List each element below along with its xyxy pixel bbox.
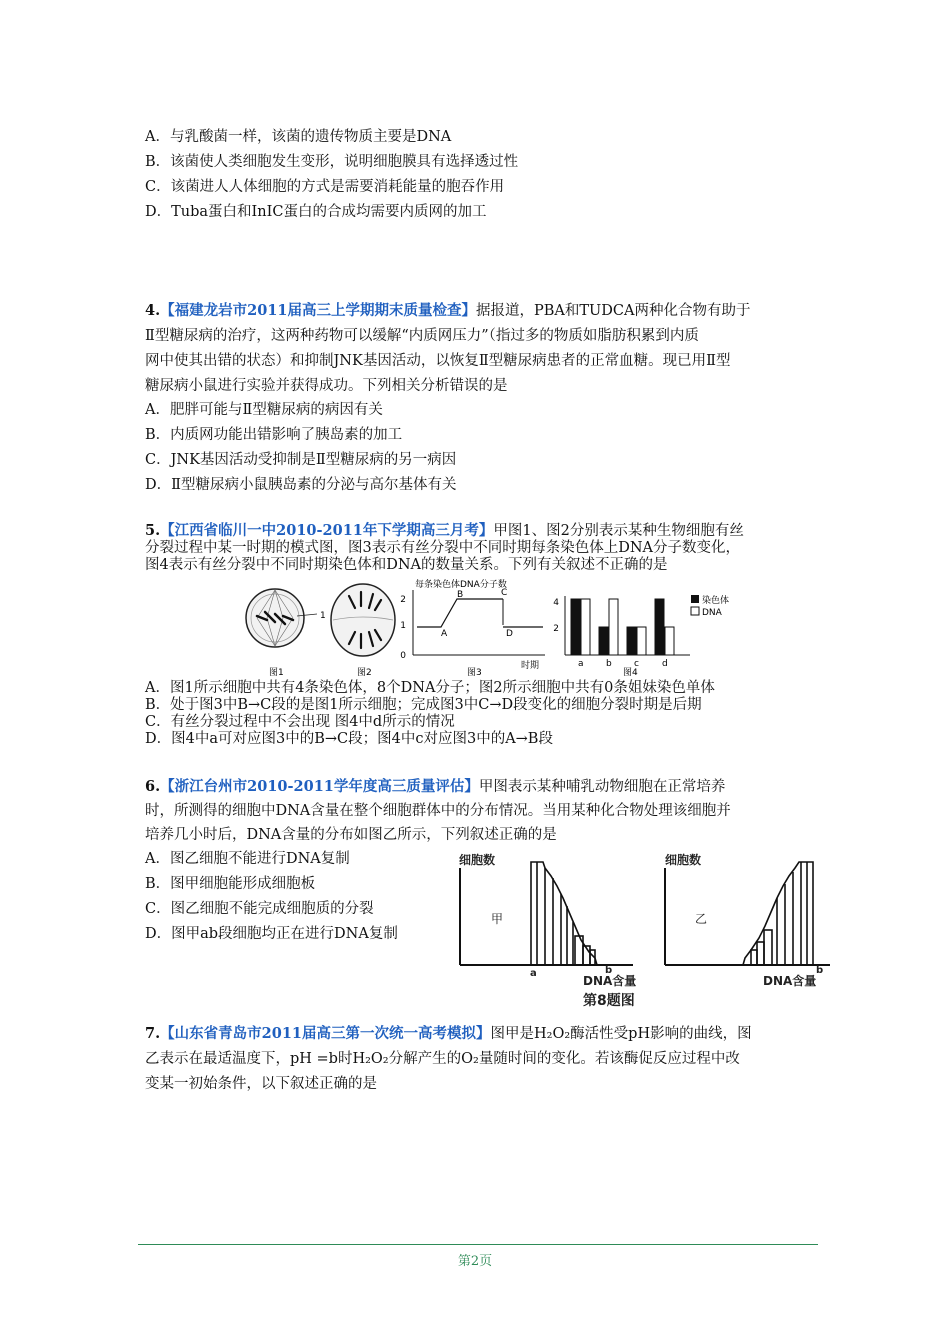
q5-option-c: C．有丝分裂过程中不会出现 图4中d所示的情况 xyxy=(145,714,455,730)
q6-right-histogram xyxy=(743,862,813,965)
fig4-tick-2: 2 xyxy=(553,624,559,634)
q6-right-name: 乙 xyxy=(695,912,708,926)
q6-option-b: B．图甲细胞能形成细胞板 xyxy=(145,876,316,892)
fig3-tick-1: 1 xyxy=(400,621,406,631)
fig2-cell xyxy=(331,584,395,656)
fig4-category-label: d xyxy=(662,659,668,669)
fig4-caption: 图4 xyxy=(623,668,638,678)
q6-stem-first xyxy=(145,777,725,797)
q7-stem-text: 图甲是H₂O₂酶活性受pH影响的曲线，图 xyxy=(490,1026,752,1042)
fig4-legend-dna: DNA xyxy=(702,608,722,618)
q5-figures xyxy=(245,578,730,678)
fig4-category-label: b xyxy=(606,659,612,669)
fig3-y-label: 每条染色体DNA分子数 xyxy=(415,580,507,590)
q4-stem-line: 网中使其出错的状态）和抑制JNK基因活动，以恢复Ⅱ型糖尿病患者的正常血糖。现已用Ⅱ型 xyxy=(145,353,731,369)
fig4-bar-d-dna xyxy=(665,627,674,655)
q3-option-a: A．与乳酸菌一样，该菌的遗传物质主要是DNA xyxy=(145,129,452,145)
q6-left-ylabel: 细胞数 xyxy=(459,853,496,867)
q5-option-d: D．图4中a可对应图3中的B→C段；图4中c对应图3中的A→B段 xyxy=(145,731,553,747)
q6-left-a-label: a xyxy=(530,968,537,979)
q6-option-c: C．图乙细胞不能完成细胞质的分裂 xyxy=(145,901,374,917)
q6-figure xyxy=(455,850,850,1015)
fig3-chart xyxy=(400,578,545,678)
fig3-tick-0: 0 xyxy=(400,651,406,661)
q3-option-b: B．该菌使人类细胞发生变形，说明细胞膜具有选择透过性 xyxy=(145,154,519,170)
q5-option-a: A．图1所示细胞中共有4条染色体，8个DNA分子；图2所示细胞中共有0条姐妹染色单体 xyxy=(145,680,715,696)
fig3-caption: 图3 xyxy=(467,668,482,678)
fig3-point-b: B xyxy=(457,590,464,600)
fig3-point-a: A xyxy=(441,629,448,639)
q4-stem-text: 据报道，PBA和TUDCA两种化合物有助于 xyxy=(476,303,751,319)
q6-stem-text: 甲图表示某种哺乳动物细胞在正常培养 xyxy=(478,779,726,795)
fig4-bar-a-dna xyxy=(581,599,590,655)
q5-stem-line: 分裂过程中某一时期的模式图，图3表示有丝分裂中不同时期每条染色体上DNA分子数变化， xyxy=(145,540,741,556)
fig3-tick-2: 2 xyxy=(400,595,406,605)
footer-divider xyxy=(138,1244,818,1245)
fig2-caption: 图2 xyxy=(357,668,372,678)
fig3-x-label: 时期 xyxy=(521,661,540,671)
q6-stem-line: 培养几小时后，DNA含量的分布如图乙所示，下列叙述正确的是 xyxy=(145,827,557,843)
q5-stem-text: 甲图1、图2分别表示某种生物细胞有丝 xyxy=(493,523,744,539)
q7-stem-first xyxy=(145,1024,752,1044)
fig4-legend-swatch-chromosome xyxy=(691,595,699,603)
q7-source-tag: 【山东省青岛市2011届高三第一次统一高考模拟】 xyxy=(160,1025,491,1042)
q6-figure-caption: 第8题图 xyxy=(583,993,635,1009)
fig3-series-line xyxy=(417,599,503,627)
q6-option-a: A．图乙细胞不能进行DNA复制 xyxy=(145,851,350,867)
q4-stem-line: Ⅱ型糖尿病的治疗，这两种药物可以缓解“内质网压力”（指过多的物质如脂肪积累到内质 xyxy=(145,328,699,344)
q4-stem-first xyxy=(145,301,750,321)
q6-option-d: D．图甲ab段细胞均正在进行DNA复制 xyxy=(145,926,398,942)
fig1-cell xyxy=(246,589,317,647)
fig4-legend-swatch-dna xyxy=(691,607,699,615)
q6-left-xlabel: DNA含量 xyxy=(583,974,637,988)
q7-number: 7. xyxy=(145,1025,161,1042)
fig4-bar-d-chromosome xyxy=(655,599,664,655)
q5-option-b: B．处于图3中B→C段的是图1所示细胞；完成图3中C→D段变化的细胞分裂时期是后期 xyxy=(145,697,702,713)
fig4-bar-b-chromosome xyxy=(599,627,608,655)
q4-option-b: B．内质网功能出错影响了胰岛素的加工 xyxy=(145,427,403,443)
q5-stem-line: 图4表示有丝分裂中不同时期染色体和DNA的数量关系。下列有关叙述不正确的是 xyxy=(145,557,668,573)
fig1-caption: 图1 xyxy=(269,668,284,678)
q6-source-tag: 【浙江台州市2010-2011学年度高三质量评估】 xyxy=(160,778,479,795)
page-number: 第2页 xyxy=(457,1254,493,1269)
q4-option-c: C．JNK基因活动受抑制是Ⅱ型糖尿病的另一病因 xyxy=(145,452,457,468)
q4-option-a: A．肥胖可能与Ⅱ型糖尿病的病因有关 xyxy=(145,402,383,418)
q6-left-b-label: b xyxy=(605,965,613,976)
fig4-bar-b-dna xyxy=(609,599,618,655)
q4-source-tag: 【福建龙岩市2011届高三上学期期末质量检查】 xyxy=(160,302,476,319)
q6-right-b-label: b xyxy=(816,965,824,976)
q4-stem-line: 糖尿病小鼠进行实验并获得成功。下列相关分析错误的是 xyxy=(145,378,508,394)
fig4-bar-c-dna xyxy=(637,627,646,655)
fig4-category-label: c xyxy=(634,659,639,669)
fig1-pointer-label: 1 xyxy=(320,611,326,621)
q6-right-ylabel: 细胞数 xyxy=(665,853,702,867)
fig3-point-d: D xyxy=(506,629,513,639)
q6-right-xlabel: DNA含量 xyxy=(763,974,817,988)
fig4-legend-chromosome: 染色体 xyxy=(702,596,730,606)
q6-left-histogram xyxy=(531,862,597,965)
fig3-point-c: C xyxy=(501,588,508,598)
q6-left-name: 甲 xyxy=(491,912,504,926)
q4-number: 4. xyxy=(145,302,161,319)
fig4-category-label: a xyxy=(578,659,584,669)
fig4-bar-c-chromosome xyxy=(627,627,636,655)
q6-number: 6. xyxy=(145,778,161,795)
q5-source-tag: 【江西省临川一中2010-2011年下学期高三月考】 xyxy=(160,522,494,539)
q3-option-d: D．Tuba蛋白和InIC蛋白的合成均需要内质网的加工 xyxy=(145,204,487,220)
q4-option-d: D．Ⅱ型糖尿病小鼠胰岛素的分泌与高尔基体有关 xyxy=(145,477,457,493)
q7-stem-line: 乙表示在最适温度下，pH =b时H₂O₂分解产生的O₂量随时间的变化。若该酶促反应过程中改 xyxy=(145,1051,740,1067)
fig4-bar-a-chromosome xyxy=(571,599,580,655)
q3-option-c: C．该菌进人人体细胞的方式是需要消耗能量的胞吞作用 xyxy=(145,179,505,195)
fig4-chart xyxy=(553,594,729,678)
q5-number: 5. xyxy=(145,522,161,539)
fig4-tick-4: 4 xyxy=(553,598,559,608)
q6-stem-line: 时，所测得的细胞中DNA含量在整个细胞群体中的分布情况。当用某种化合物处理该细胞并 xyxy=(145,803,731,819)
q7-stem-line: 变某一初始条件，以下叙述正确的是 xyxy=(145,1076,377,1092)
